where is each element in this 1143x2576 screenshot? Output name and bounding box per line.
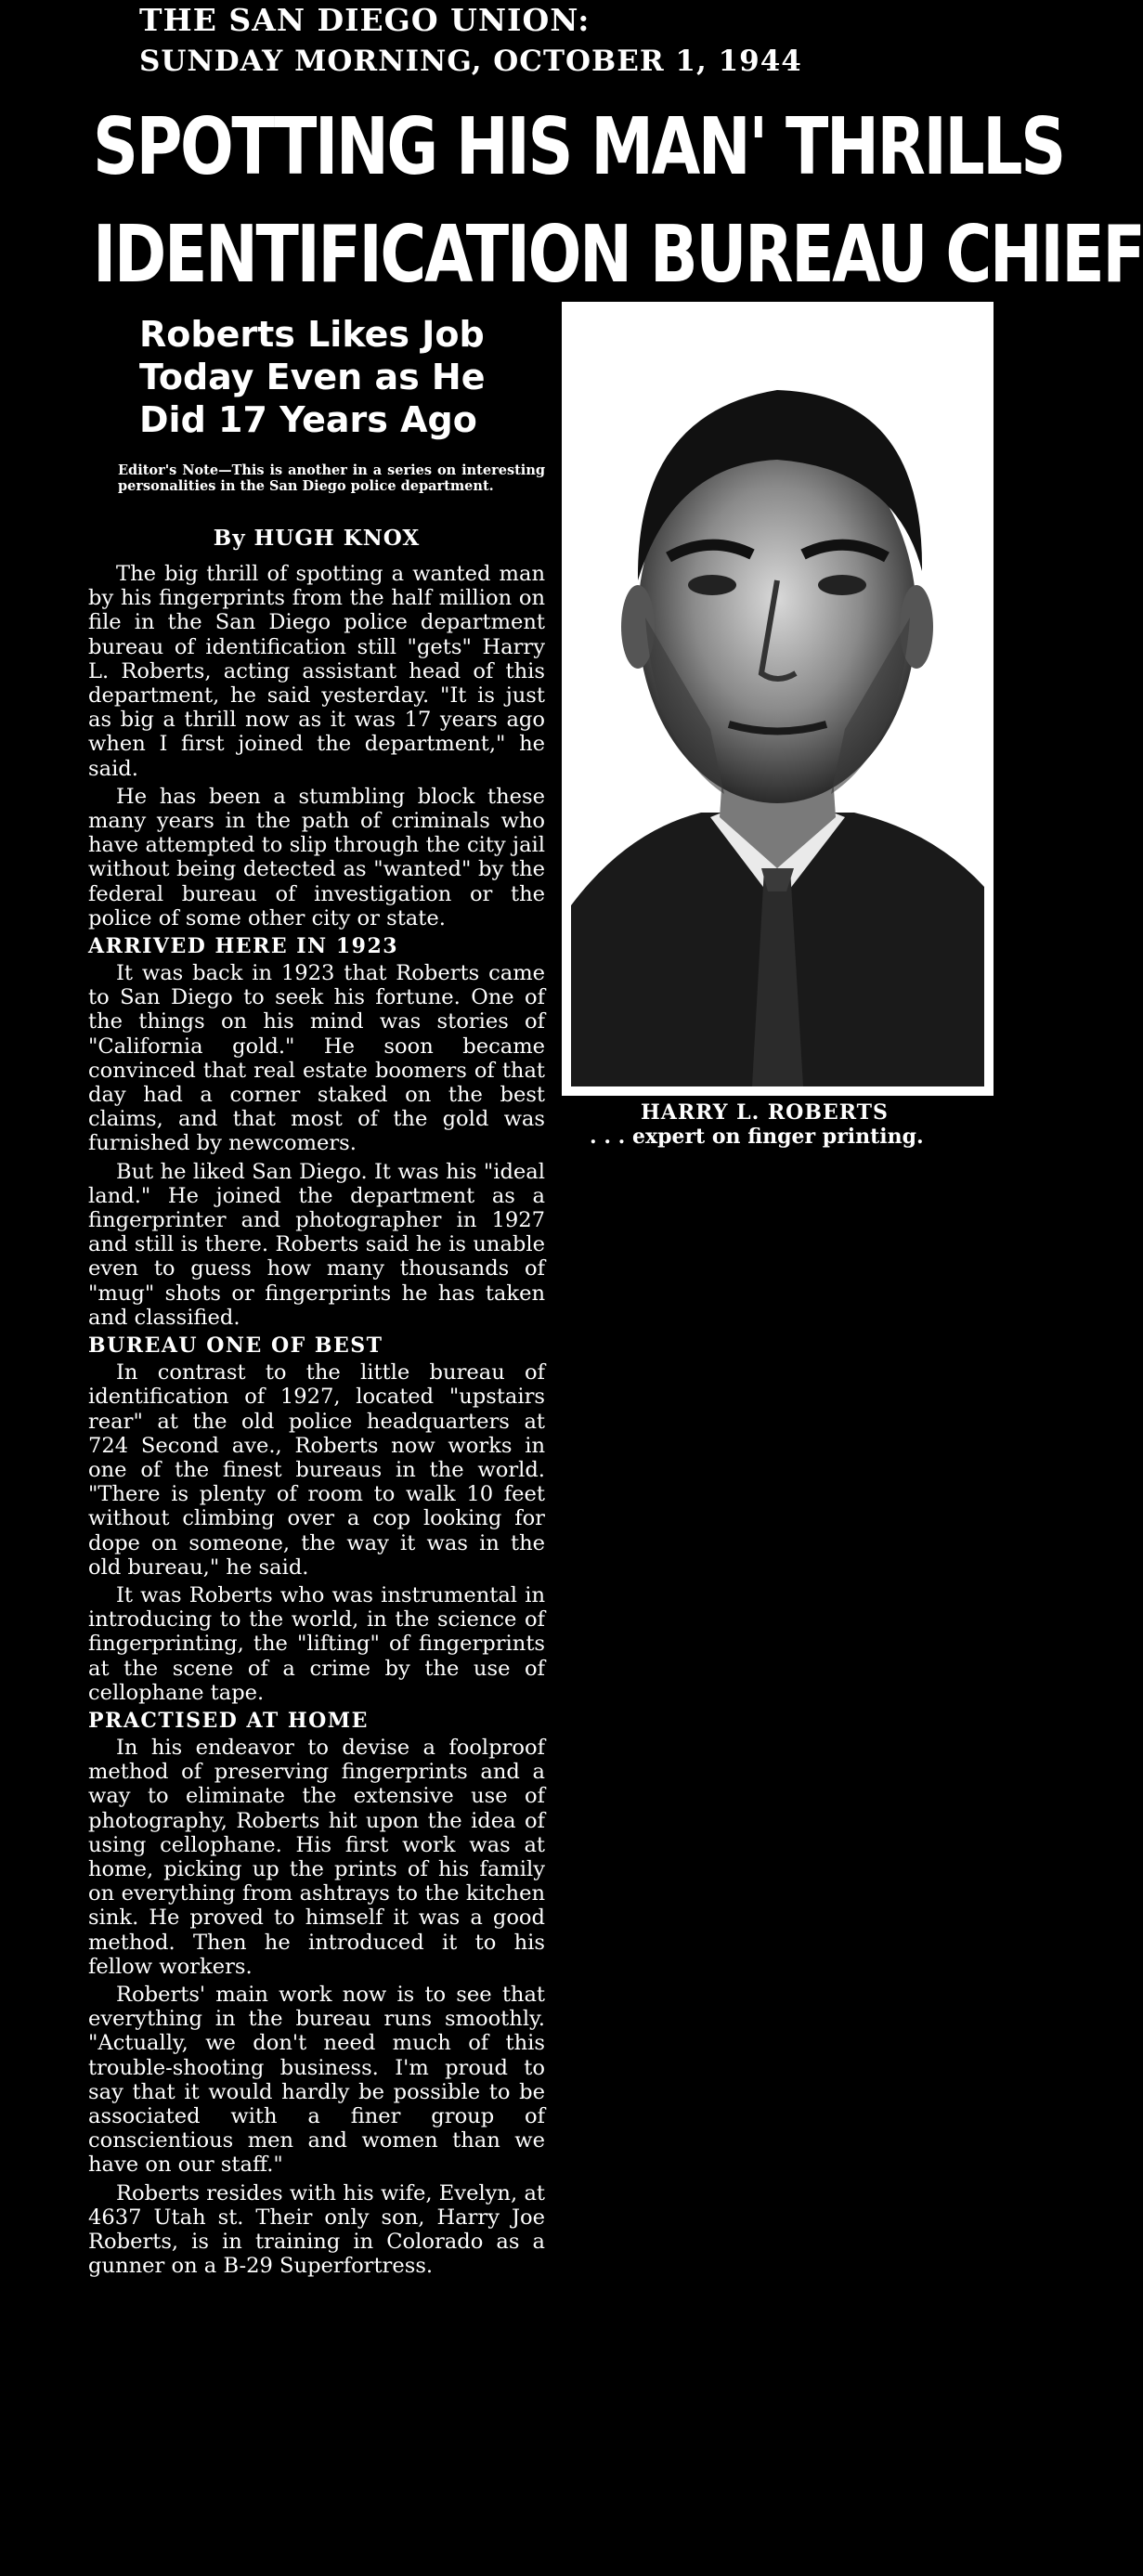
headline <box>93 93 1143 310</box>
masthead <box>139 0 802 82</box>
photo-caption <box>571 1100 989 1149</box>
paragraph: It was back in 1923 that Roberts came to San Diego to seek his fortune. One of the things on his mind was stories of "California gold." He soon became convinced that real estate boomers of that day had a corner staked on the best claims, and that most of the gold was furnished by newcomers. <box>88 961 545 1156</box>
section-heading: PRACTISED AT HOME <box>88 1708 369 1733</box>
paragraph: But he liked San Diego. It was his "ideal land." He joined the department as a fingerprinter and photographer in 1927 and still is there. Roberts said he is unable even to guess how many thousands of "mug" shots or fingerprints he has taken and classified. <box>88 1159 545 1330</box>
article-body <box>88 562 545 2282</box>
paragraph: He has been a stumbling block these many years in the path of criminals who have attempted to slip through the city jail without being detected as "wanted" by the federal bureau of investigation or the police of some other city or state. <box>88 784 545 930</box>
paragraph: In contrast to the little bureau of identification of 1927, located "upstairs rear" at the old police headquarters at 724 Second ave., Roberts now works in one of the finest bureaus in the world. "There is plenty of room to walk 10 feet without climbing over a cop looking for dope on someone, the way it was in the old bureau," he said. <box>88 1360 545 1580</box>
paragraph: It was Roberts who was instrumental in introducing to the world, in the science of fingerprinting, the "lifting" of fingerprints at the scene of a crime by the use of cellophane tape. <box>88 1582 545 1705</box>
section-heading: BUREAU ONE OF BEST <box>88 1334 383 1359</box>
paragraph: Roberts' main work now is to see that everything in the bureau runs smoothly. "Actually, we don't need much of this trouble-shooting business. I'm proud to say that it would hardly be possible to be associated with a finer group of conscientious men and women than we have on our staff." <box>88 1982 545 2178</box>
editors-note: Editor's Note—This is another in a series on interesting personalities in the San Diego police department. <box>118 462 545 494</box>
byline: By HUGH KNOX <box>213 526 421 551</box>
section-heading: ARRIVED HERE IN 1923 <box>88 934 399 959</box>
paragraph: Roberts resides with his wife, Evelyn, at 4637 Utah st. Their only son, Harry Joe Roberts, is in training in Colorado as a gunner on a B-29 Superfortress. <box>88 2180 545 2279</box>
caption-description: . . . expert on finger printing. <box>590 1125 924 1149</box>
paragraph: The big thrill of spotting a wanted man by his fingerprints from the half million on file in the San Diego police department bureau of identification still "gets" Harry L. Roberts, acting assistant head of this department, he said yesterday. "It is just as big a thrill now as it was 17 years ago when I first joined the department," he said. <box>88 562 545 781</box>
headline-line-2: IDENTIFICATION BUREAU CHIEF <box>93 209 1143 301</box>
headline-line-1: SPOTTING HIS MAN' THRILLS <box>93 101 1064 193</box>
portrait-photo <box>562 302 994 1096</box>
paragraph: In his endeavor to devise a foolproof method of preserving fingerprints and a way to eliminate the extensive use of photography, Roberts hit upon the idea of using cellophane. His first work was at home, picking up the prints of his family on everything from ashtrays to the kitchen sink. He proved to himself it was a good method. Then he introduced it to his fellow workers. <box>88 1735 545 1979</box>
masthead-date: SUNDAY MORNING, OCTOBER 1, 1944 <box>139 45 802 78</box>
subheadline: Roberts Likes Job Today Even as He Did 17 Years Ago <box>139 314 486 440</box>
masthead-paper-name: THE SAN DIEGO UNION: <box>139 2 591 38</box>
caption-name: HARRY L. ROBERTS <box>641 1100 889 1125</box>
portrait-image <box>571 311 984 1086</box>
